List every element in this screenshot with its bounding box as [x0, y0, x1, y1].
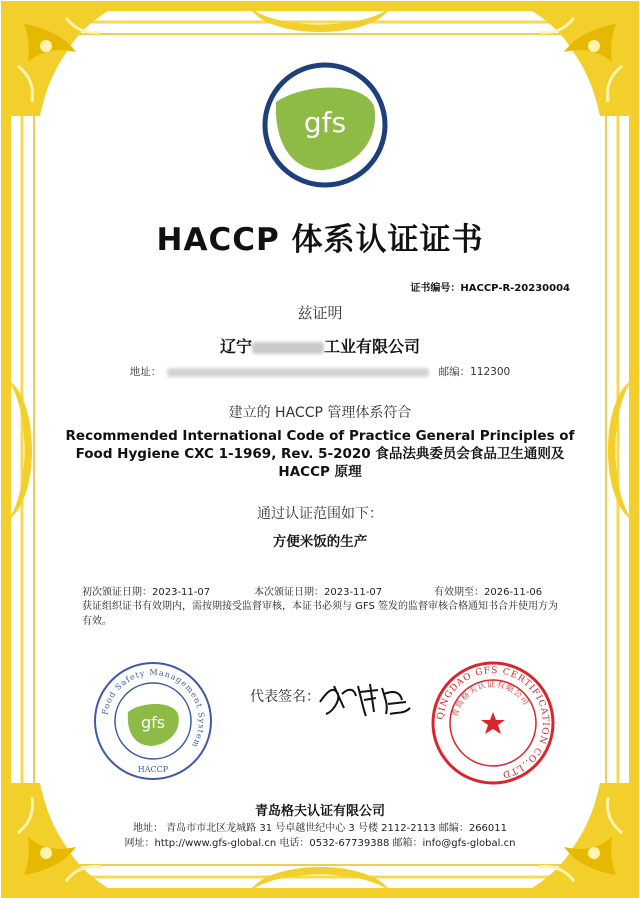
redacted-address-block: [167, 368, 429, 377]
signature-label: 代表签名：: [250, 689, 320, 705]
company-name-suffix: 工业有限公司: [324, 337, 421, 356]
seal-ring-text: QINGDAO GFS CERTIFICATION CO.,LTD: [435, 665, 551, 780]
company-address: [0, 364, 640, 379]
company-red-seal: [430, 660, 556, 786]
food-safety-seal: [92, 660, 214, 782]
handwritten-signature: [314, 672, 414, 722]
company-name-prefix: 辽宁: [219, 337, 252, 356]
gfs-logo: [262, 62, 388, 188]
valid-until-date: 有效期至：2026-11-06: [434, 587, 543, 598]
current-issue-date: 本次颁证日期：2023-11-07: [254, 587, 383, 598]
established-text: 建立的 HACCP 管理体系符合: [228, 405, 412, 421]
standard-line: Recommended International Code of Practice General Principles of: [65, 428, 575, 444]
seal-inner-text: 青岛格夫认证有限公司: [450, 679, 531, 718]
seal-ring-text: Food Safety Management System: [100, 667, 207, 750]
redacted-name-block: [252, 342, 324, 354]
certificate-title: HACCP 体系认证证书: [156, 222, 484, 258]
first-issue-date: 初次颁证日期：2023-11-07: [82, 587, 211, 598]
postcode-label: 邮编：: [438, 366, 471, 378]
certification-scope: 方便米饭的生产: [272, 534, 368, 550]
validity-note: 获证组织证书有效期内，需按期接受监督审核，本证书必须与 GFS 签发的监督审核合格通知书合并使用方为有效。: [82, 601, 559, 627]
address-label: 地址：: [129, 366, 162, 378]
certificate-number: 证书编号：HACCP-R-20230004: [410, 283, 570, 294]
standard-line: Food Hygiene CXC 1-1969, Rev. 5-2020 食品法典委员会食品卫生通则及: [75, 446, 565, 462]
seal-center-text: gfs: [140, 713, 166, 732]
standard-reference: [60, 427, 580, 481]
issuer-contact: 网址：http://www.gfs-global.cn 电话：0532-67739388 邮箱：info@gfs-global.cn: [124, 838, 516, 849]
seal-bottom-text: HACCP: [137, 765, 169, 774]
attestation-text: 兹证明: [297, 304, 343, 322]
dates-row: [82, 583, 542, 598]
scope-intro: 通过认证范围如下：: [257, 506, 383, 522]
company-name: [0, 334, 640, 357]
standard-line: HACCP 原理: [278, 464, 362, 480]
issuer-name: 青岛格夫认证有限公司: [254, 804, 385, 819]
postcode-value: 112300: [470, 366, 511, 378]
issuer-address: 地址： 青岛市市北区龙城路 31 号卓越世纪中心 3 号楼 2112-2113 邮编：266011: [132, 823, 508, 834]
logo-text: gfs: [303, 106, 347, 139]
